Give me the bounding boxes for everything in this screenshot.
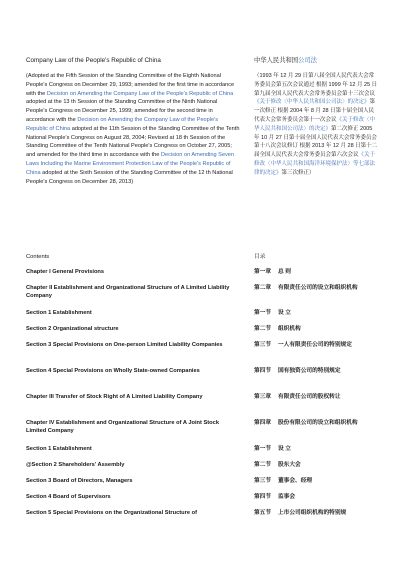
decision-link-zh-3[interactable]: 《关于修改〈中华人民共和国海洋环境保护法〉等七部法律的决定》 — [254, 152, 376, 176]
toc-title-zh: 上市公司组织机构的特别规 — [278, 510, 347, 516]
toc-number-zh: 第五节 — [254, 510, 272, 516]
toc-entry-zh[interactable] — [254, 461, 384, 469]
toc-title-zh: 设 立 — [278, 310, 291, 316]
toc-title-zh: 有限责任公司的设立和组织机构 — [278, 285, 358, 291]
toc-entry-en[interactable]: Section 1 Establishment — [26, 310, 92, 316]
decision-link-zh-2[interactable]: 《关于修改〈中华人民共和国公司法〉的决定》 — [254, 116, 376, 132]
toc-title-zh: 设 立 — [278, 446, 291, 452]
toc-number-zh: 第一节 — [254, 446, 272, 452]
toc-title-zh: 组织机构 — [278, 326, 301, 332]
toc-number-zh: 第一章 — [254, 269, 272, 275]
toc-entry-en[interactable]: Section 3 Special Provisions on One-person Limited Liability Companies — [26, 342, 223, 348]
toc-entry-zh[interactable] — [254, 309, 384, 317]
toc-entry-en[interactable]: Chapter III Transfer of Stock Right of A Limited Liability Company — [26, 394, 203, 400]
title-zh-text: 中华人民共和国 — [254, 57, 299, 64]
toc-title-zh: 总 则 — [278, 269, 291, 275]
toc-entry-zh[interactable] — [254, 493, 384, 501]
toc-title-zh: 董事会、经理 — [278, 478, 313, 484]
intro-zh-text: 第一次修正 根据 2004 年 8 月 28 日第十届全国人民代表大会常务委员会第十一次会议 — [254, 99, 376, 123]
toc-entry-en[interactable]: Section 4 Special Provisions on Wholly State-owned Companies — [26, 368, 200, 374]
toc-number-zh: 第二节 — [254, 462, 272, 468]
decision-link-1[interactable]: Decision on Amending the Company Law of the People's Republic of China — [46, 90, 234, 97]
toc-entry-en[interactable]: Chapter IV Establishment and Organizational Structure of A Joint Stock Limited Company — [26, 420, 219, 435]
toc-entry-zh[interactable] — [254, 268, 384, 276]
toc-title-zh: 股东大会 — [278, 462, 301, 468]
toc-entry-en[interactable]: @Section 2 Shareholders' Assembly — [26, 462, 125, 468]
contents-heading-en: Contents — [26, 254, 50, 260]
toc-number-zh: 第三节 — [254, 342, 272, 348]
toc-number-zh: 第四节 — [254, 368, 272, 374]
intro-zh-text: （1993 年 12 月 29 日第八届全国人民代表大会常务委员会第五次会议通过 根据 1999 年 12 月 25 日第九届全国人民代表大会常务委员会第十三次会议 — [254, 73, 378, 97]
intro-en-text: adopted at the Sixth Session of the Standing Committee of the 12 th National People's Congress on December 28, 2013) — [26, 169, 233, 185]
toc-entry-zh[interactable] — [254, 341, 384, 349]
toc-number-zh: 第二节 — [254, 326, 272, 332]
intro-en-text: adopted at the 11th Session of the Standing Committee of the Tenth National People's Congress on August 28, 2004; Revised at 18 th Session of the Standing Committee of the Tenth National People's Congress on October 27, 2005; and amended for the third time in accordance with the — [26, 125, 240, 159]
toc-entry-zh[interactable] — [254, 284, 384, 292]
toc-entry-zh[interactable] — [254, 445, 384, 453]
toc-number-zh: 第三节 — [254, 478, 272, 484]
toc-entry-en[interactable]: Section 4 Board of Supervisors — [26, 494, 111, 500]
toc-entry-en[interactable]: Section 1 Establishment — [26, 446, 92, 452]
toc-number-zh: 第四章 — [254, 420, 272, 426]
decision-link-3[interactable]: Decision on Amending Seven Laws Including the Marine Environment Protection Law of the People's Republic of China — [26, 152, 235, 176]
toc-entry-zh[interactable] — [254, 393, 384, 401]
title-zh — [254, 56, 378, 65]
toc-entry-zh[interactable] — [254, 367, 384, 375]
decision-link-2[interactable]: Decision on Amending the Company Law of the People's Republic of China — [26, 116, 218, 132]
toc-entry-zh[interactable] — [254, 419, 384, 427]
contents-heading-zh: 目录 — [254, 254, 266, 260]
intro-en-text: (Adopted at the Fifth Session of the Standing Committee of the Eighth National People's Congress on December 29, 1993; amended for the first time in accordance with the — [26, 73, 235, 97]
toc-entry-en[interactable]: Section 2 Organizational structure — [26, 326, 119, 332]
toc-number-zh: 第三章 — [254, 394, 272, 400]
toc-number-zh: 第二章 — [254, 285, 272, 291]
decision-link-zh-1[interactable]: 《关于修改〈中华人民共和国公司法〉的决定》 — [254, 99, 370, 106]
toc-entry-zh[interactable] — [254, 477, 384, 485]
company-law-link[interactable]: 公司法 — [298, 57, 317, 64]
toc-number-zh: 第一节 — [254, 310, 272, 316]
toc-entry-en[interactable]: Section 5 Special Provisions on the Organizational Structure of — [26, 510, 197, 516]
intro-en — [26, 72, 240, 186]
toc-entry-zh[interactable] — [254, 509, 384, 517]
toc-entry-zh[interactable] — [254, 325, 384, 333]
toc-title-zh: 一人有限责任公司的特别规定 — [278, 342, 352, 348]
toc-entry-en[interactable]: Chapter II Establishment and Organizational Structure of A Limited Liability Company — [26, 285, 230, 300]
toc-title-zh: 国有独资公司的特别规定 — [278, 368, 341, 374]
intro-zh — [254, 72, 378, 178]
toc-title-zh: 监事会 — [278, 494, 296, 500]
toc-title-zh: 股份有限公司的设立和组织机构 — [278, 420, 358, 426]
intro-zh-text: 第三次修正） — [281, 169, 315, 176]
toc-title-zh: 有限责任公司的股权转让 — [278, 394, 341, 400]
title-en: Company Law of the People's Republic of China — [26, 57, 161, 64]
intro-en-text: adopted at the 13 th Session of the Standing Committee of the Ninth National People's Congress on December 25, 1999; amended for the second time in accordance with the — [26, 99, 218, 123]
toc-entry-en[interactable]: Section 3 Board of Directors, Managers — [26, 478, 133, 484]
toc-number-zh: 第四节 — [254, 494, 272, 500]
toc-entry-en[interactable]: Chapter I General Provisions — [26, 269, 105, 275]
intro-zh-text: 第二次修正 2005 年 10 月 27 日第十届全国人民代表大会常务委员会第十八次会议修订 根据 2013 年 12 月 28 日第十二届全国人民代表大会常务委员会第六次会议 — [254, 125, 378, 159]
